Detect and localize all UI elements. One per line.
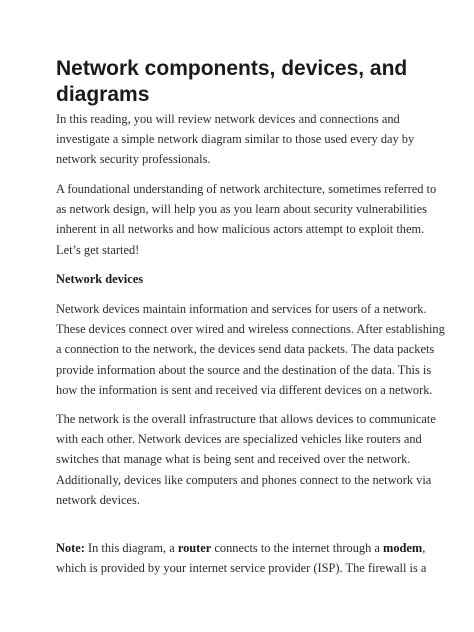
text-line: network devices. bbox=[56, 492, 140, 507]
router-term: router bbox=[177, 541, 212, 555]
title-line: Network components, devices, and bbox=[56, 57, 408, 80]
note-label: Note: bbox=[56, 541, 85, 555]
title-line: diagrams bbox=[56, 83, 150, 106]
text-line: as network design, will help you as you learn about security vulnerabilities bbox=[56, 202, 427, 217]
text-line: In this reading, you will review network devices and connections and bbox=[56, 112, 400, 126]
intro-paragraph-2 bbox=[56, 179, 437, 260]
text-line: Network devices maintain information and services for users of a network. bbox=[56, 302, 427, 316]
page-title bbox=[56, 56, 408, 108]
text-line: These devices connect over wired and wireless connections. After establishing bbox=[56, 322, 445, 337]
text-line: A foundational understanding of network architecture, sometimes referred to bbox=[56, 182, 437, 196]
text-line: network security professionals. bbox=[56, 152, 211, 167]
text-line: how the information is sent and received via different devices on a network. bbox=[56, 382, 433, 397]
text-line: with each other. Network devices are specialized vehicles like routers and bbox=[56, 432, 422, 447]
text-line: a connection to the network, the devices send data packets. The data packets bbox=[56, 342, 435, 357]
text-line: which is provided by your internet service provider (ISP). The firewall is a bbox=[56, 561, 427, 576]
note-paragraph bbox=[56, 538, 426, 578]
text-line: inherent in all networks and how malicious actors attempt to exploit them. bbox=[56, 222, 425, 237]
note-text: connects to the internet through a bbox=[211, 541, 384, 555]
text-line: Additionally, devices like computers and phones connect to the network via bbox=[56, 472, 432, 487]
text-line: provide information about the source and the destination of the data. This is bbox=[56, 362, 432, 377]
note-text: In this diagram, a bbox=[84, 541, 178, 555]
text-line: Let’s get started! bbox=[56, 242, 140, 257]
intro-paragraph-1 bbox=[56, 109, 426, 170]
text-line: switches that manage what is being sent and received over the network. bbox=[56, 452, 411, 467]
section-heading: Network devices bbox=[56, 272, 144, 286]
text-line bbox=[56, 538, 426, 558]
note-text: , bbox=[422, 541, 426, 555]
devices-paragraph-2 bbox=[56, 409, 436, 510]
text-line: The network is the overall infrastructure that allows devices to communicate bbox=[56, 412, 436, 426]
text-line: investigate a simple network diagram similar to those used every day by bbox=[56, 132, 415, 147]
devices-paragraph-1 bbox=[56, 299, 445, 400]
modem-term: modem bbox=[383, 541, 423, 555]
